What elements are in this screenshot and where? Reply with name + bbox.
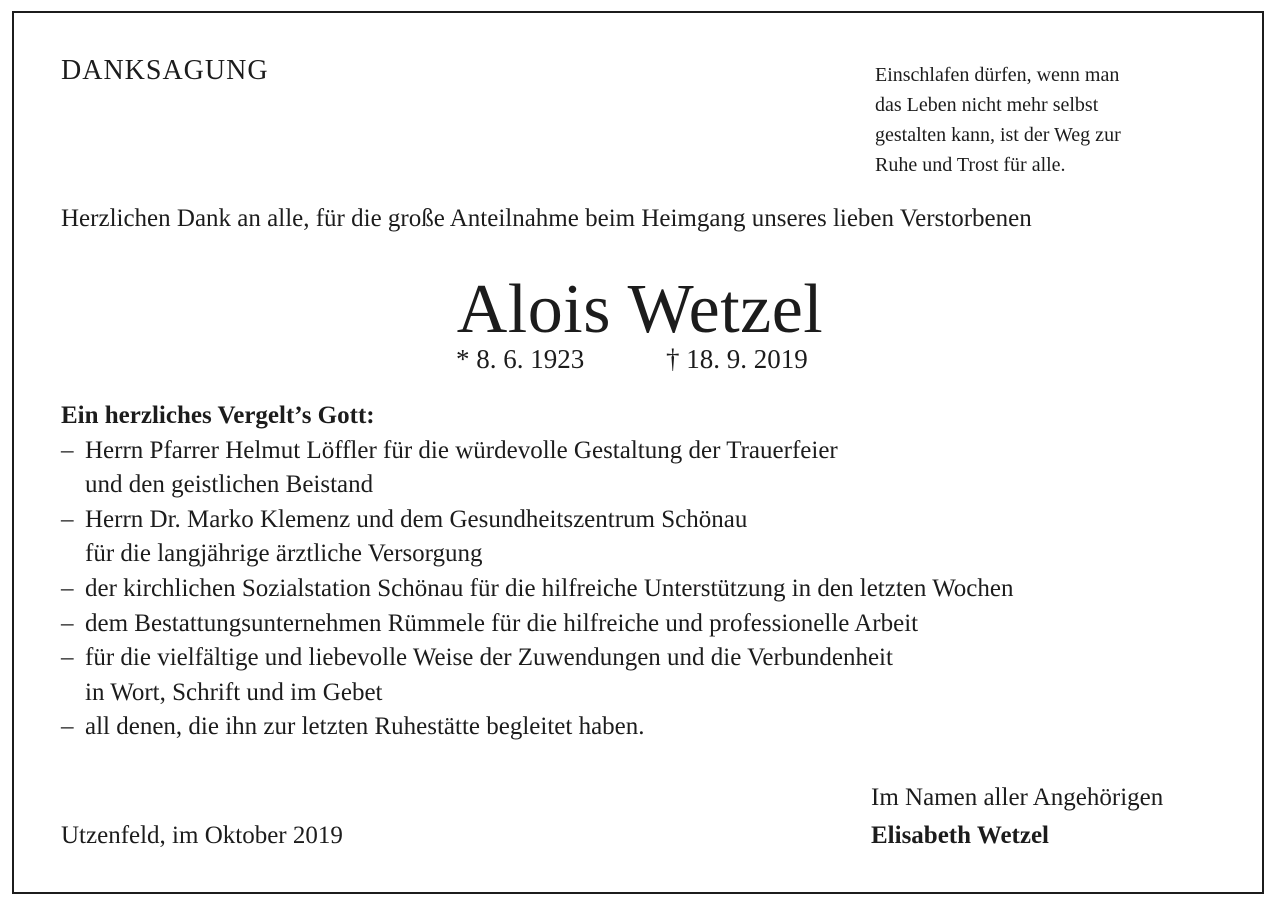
dash-marker: –	[61, 436, 74, 464]
signoff	[871, 779, 1163, 855]
thanks-item	[61, 641, 1013, 710]
deceased-name: Alois Wetzel	[456, 271, 824, 348]
thanks-item-text: der kirchlichen Sozialstation Schönau für die hilfreiche Unterstützung in den letzten Wochen	[85, 574, 1014, 602]
signer-name: Elisabeth Wetzel	[871, 822, 1050, 849]
dash-marker: –	[61, 505, 74, 533]
notice-heading: DANKSAGUNG	[61, 55, 269, 86]
thanks-item	[61, 434, 1013, 503]
intro-text: Herzlichen Dank an alle, für die große Anteilnahme beim Heimgang unseres lieben Verstorbenen	[61, 205, 1032, 232]
thanks-item-continuation: in Wort, Schrift und im Gebet	[85, 678, 383, 706]
motto-line: das Leben nicht mehr selbst	[875, 94, 1099, 116]
thanks-title: Ein herzliches Vergelt’s Gott:	[61, 402, 375, 429]
thanks-item-continuation: und den geistlichen Beistand	[85, 471, 374, 499]
thanks-item-text: für die vielfältige und liebevolle Weise der Zuwendungen und die Verbundenheit	[85, 644, 893, 672]
thanks-item	[61, 572, 1013, 607]
thanks-list	[61, 399, 1013, 745]
thanks-item	[61, 503, 1013, 572]
thanks-item-text: all denen, die ihn zur letzten Ruhestätte begleitet haben.	[85, 713, 645, 741]
thanks-item	[61, 710, 1013, 745]
thanks-item	[61, 607, 1013, 642]
thanks-item-text: dem Bestattungsunternehmen Rümmele für die hilfreiche und professionelle Arbeit	[85, 609, 919, 637]
death-date: † 18. 9. 2019	[666, 344, 808, 374]
birth-date: * 8. 6. 1923	[456, 344, 585, 374]
dash-marker: –	[61, 644, 74, 672]
dash-marker: –	[61, 574, 74, 602]
place-date: Utzenfeld, im Oktober 2019	[61, 822, 343, 849]
signoff-line: Im Namen aller Angehörigen	[871, 784, 1164, 811]
thanks-item-text: Herrn Dr. Marko Klemenz und dem Gesundheitszentrum Schönau	[85, 505, 748, 533]
motto-line: Einschlafen dürfen, wenn man	[875, 64, 1120, 86]
dash-marker: –	[61, 713, 74, 741]
thanks-item-continuation: für die langjährige ärztliche Versorgung	[85, 540, 483, 568]
dash-marker: –	[61, 609, 74, 637]
motto-line: Ruhe und Trost für alle.	[875, 154, 1066, 176]
obituary-notice	[12, 11, 1264, 894]
motto-line: gestalten kann, ist der Weg zur	[875, 124, 1121, 146]
motto-quote	[875, 60, 1121, 180]
thanks-item-text: Herrn Pfarrer Helmut Löffler für die würdevolle Gestaltung der Trauerfeier	[85, 436, 838, 464]
